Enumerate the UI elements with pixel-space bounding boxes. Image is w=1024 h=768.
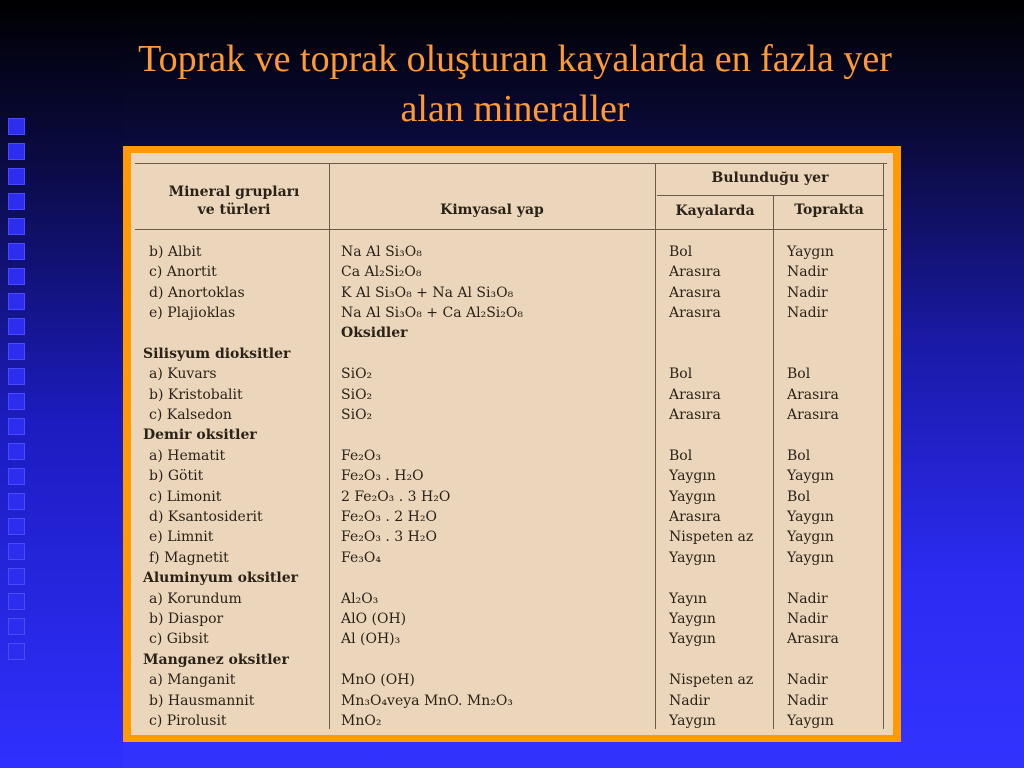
soil-cell: Bol	[787, 447, 811, 464]
soil-cell: Nadir	[787, 590, 828, 607]
decorative-square	[8, 168, 25, 185]
mineral-cell: c) Anortit	[149, 264, 217, 281]
formula-group-cell: Oksidler	[341, 325, 408, 342]
rocks-cell: Arasıra	[669, 264, 721, 281]
formula-cell: Na Al Si₃O₈ + Ca Al₂Si₂O₈	[341, 305, 523, 321]
mineral-cell: c) Kalsedon	[149, 407, 232, 423]
formula-cell: Mn₃O₄veya MnO. Mn₂O₃	[341, 692, 513, 709]
soil-cell: Nadir	[787, 264, 828, 281]
rocks-cell: Arasıra	[669, 386, 721, 403]
mineral-cell: b) Götit	[149, 468, 204, 485]
formula-cell: Fe₂O₃	[341, 447, 381, 464]
mineral-cell: d) Anortoklas	[149, 284, 245, 301]
formula-cell: Fe₂O₃ . 2 H₂O	[341, 509, 437, 525]
formula-cell: MnO₂	[341, 713, 382, 729]
soil-cell: Arasıra	[787, 407, 839, 423]
formula-cell: Na Al Si₃O₈	[341, 243, 422, 260]
formula-cell: SiO₂	[341, 366, 373, 383]
rocks-cell: Nispeten az	[669, 529, 754, 546]
mineral-cell: c) Limonit	[149, 488, 222, 505]
rocks-cell: Yaygın	[669, 549, 716, 566]
decorative-square	[8, 343, 25, 360]
formula-cell: SiO₂	[341, 386, 373, 403]
header-chemical-structure: Kimyasal yap	[440, 202, 544, 218]
mineral-cell: e) Limnit	[149, 529, 214, 546]
mineral-cell: b) Albit	[149, 243, 202, 260]
rocks-cell: Yaygın	[669, 611, 716, 627]
decorative-squares	[0, 118, 30, 668]
soil-cell: Nadir	[787, 672, 828, 689]
rocks-cell: Arasıra	[669, 509, 721, 525]
decorative-square	[8, 318, 25, 335]
soil-cell: Nadir	[787, 305, 828, 321]
soil-cell: Yaygın	[787, 549, 834, 566]
mineral-cell: a) Korundum	[149, 590, 242, 607]
header-mineral-groups	[141, 183, 327, 219]
group-cell: Aluminyum oksitler	[143, 570, 298, 587]
rocks-cell: Bol	[669, 243, 693, 260]
formula-cell: Fe₂O₃ . H₂O	[341, 468, 424, 485]
mineral-cell: c) Pirolusit	[149, 713, 227, 729]
soil-cell: Yaygın	[787, 529, 834, 546]
column-divider	[883, 163, 884, 729]
slide-title-line2: alan mineraller	[400, 88, 630, 130]
decorative-square	[8, 218, 25, 235]
formula-cell: Ca Al₂Si₂O₈	[341, 264, 422, 281]
decorative-square	[8, 143, 25, 160]
table-image-frame	[123, 146, 901, 742]
soil-cell: Yaygın	[787, 509, 834, 525]
formula-cell: MnO (OH)	[341, 672, 415, 689]
column-divider	[655, 163, 656, 729]
decorative-square	[8, 368, 25, 385]
slide-title	[40, 34, 990, 134]
header-location-group: Bulunduğu yer	[711, 170, 829, 186]
formula-cell: Al₂O₃	[341, 590, 379, 607]
formula-cell: SiO₂	[341, 407, 373, 423]
header-bottom-rule	[135, 229, 887, 230]
decorative-square	[8, 243, 25, 260]
soil-cell: Nadir	[787, 611, 828, 627]
header-mineral-groups-line1: Mineral grupları	[168, 184, 300, 200]
soil-cell: Bol	[787, 488, 811, 505]
header-in-rocks: Kayalarda	[675, 203, 755, 219]
rocks-cell: Yayın	[669, 590, 707, 607]
mineral-cell: d) Ksantosiderit	[149, 509, 263, 525]
decorative-square	[8, 193, 25, 210]
rocks-cell: Yaygın	[669, 488, 716, 505]
soil-cell: Yaygın	[787, 713, 834, 729]
decorative-square	[8, 493, 25, 510]
slide-title-line1: Toprak ve toprak oluşturan kayalarda en fazla yer	[138, 38, 892, 80]
rocks-cell: Bol	[669, 447, 693, 464]
decorative-square	[8, 643, 25, 660]
rocks-cell: Nispeten az	[669, 672, 754, 689]
mineral-cell: a) Manganit	[149, 672, 236, 689]
decorative-square	[8, 568, 25, 585]
rocks-cell: Arasıra	[669, 284, 721, 301]
rocks-cell: Yaygın	[669, 468, 716, 485]
decorative-square	[8, 443, 25, 460]
rocks-cell: Nadir	[669, 692, 710, 709]
formula-cell: Fe₂O₃ . 3 H₂O	[341, 529, 437, 546]
header-mineral-groups-line2: ve türleri	[197, 202, 271, 218]
decorative-square	[8, 518, 25, 535]
column-divider	[329, 163, 330, 729]
soil-cell: Yaygın	[787, 243, 834, 260]
mineral-cell: b) Kristobalit	[149, 386, 243, 403]
decorative-square	[8, 543, 25, 560]
decorative-square	[8, 618, 25, 635]
decorative-square	[8, 118, 25, 135]
mineral-cell: c) Gibsit	[149, 631, 209, 648]
decorative-square	[8, 268, 25, 285]
location-header-rule	[657, 195, 883, 196]
decorative-square	[8, 293, 25, 310]
formula-cell: Al (OH)₃	[341, 631, 401, 648]
group-cell: Demir oksitler	[143, 427, 257, 444]
formula-cell: Fe₃O₄	[341, 549, 381, 566]
soil-cell: Arasıra	[787, 631, 839, 648]
group-cell: Silisyum dioksitler	[143, 345, 291, 362]
mineral-cell: b) Diaspor	[149, 611, 224, 627]
rocks-cell: Yaygın	[669, 713, 716, 729]
decorative-square	[8, 393, 25, 410]
decorative-square	[8, 468, 25, 485]
group-cell: Manganez oksitler	[143, 651, 289, 668]
header-in-soil: Toprakta	[794, 202, 864, 218]
formula-cell: AlO (OH)	[341, 611, 407, 627]
table-top-rule	[135, 163, 887, 164]
formula-cell: 2 Fe₂O₃ . 3 H₂O	[341, 488, 451, 505]
mineral-cell: e) Plajioklas	[149, 305, 236, 321]
mineral-cell: a) Hematit	[149, 447, 226, 464]
column-divider	[773, 195, 774, 729]
mineral-cell: f) Magnetit	[149, 549, 229, 566]
rocks-cell: Bol	[669, 366, 693, 383]
soil-cell: Bol	[787, 366, 811, 383]
soil-cell: Nadir	[787, 284, 828, 301]
rocks-cell: Yaygın	[669, 631, 716, 648]
rocks-cell: Arasıra	[669, 305, 721, 321]
rocks-cell: Arasıra	[669, 407, 721, 423]
mineral-cell: a) Kuvars	[149, 366, 217, 383]
soil-cell: Yaygın	[787, 468, 834, 485]
mineral-table	[131, 153, 893, 735]
decorative-square	[8, 418, 25, 435]
mineral-cell: b) Hausmannit	[149, 692, 255, 709]
decorative-square	[8, 593, 25, 610]
formula-cell: K Al Si₃O₈ + Na Al Si₃O₈	[341, 284, 514, 301]
soil-cell: Nadir	[787, 692, 828, 709]
soil-cell: Arasıra	[787, 386, 839, 403]
